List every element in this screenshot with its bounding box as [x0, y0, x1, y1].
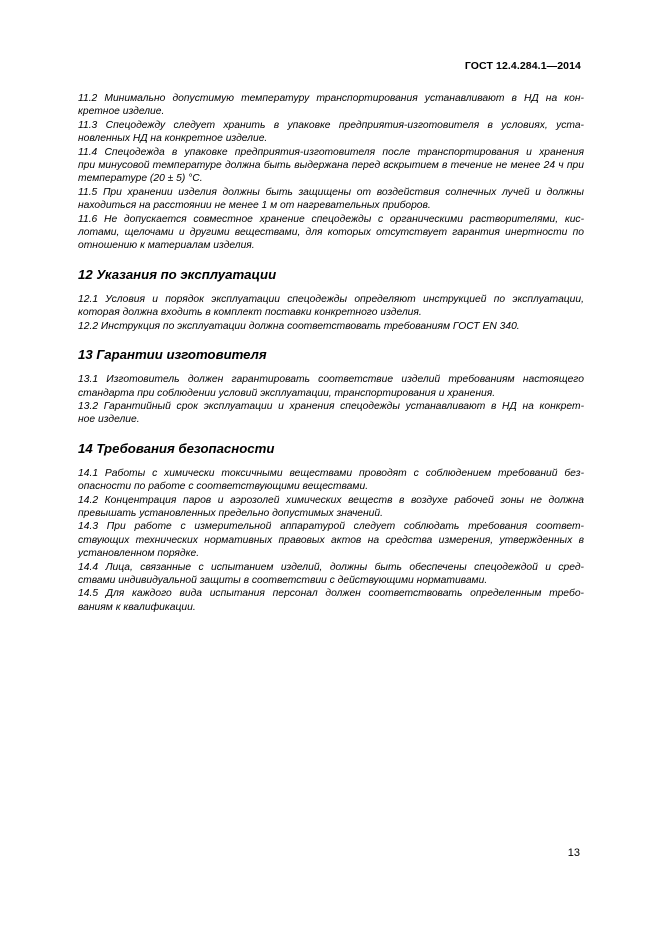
paragraph — [78, 320, 584, 333]
text-line: ствами индивидуальной защиты в соответствии с действующими нормативами. — [78, 574, 488, 586]
paragraph — [78, 494, 584, 521]
text-line: 14.2 Концентрация паров и аэрозолей химических веществ в воздухе рабочей зоны не должна — [78, 494, 584, 506]
text-line: 13.2 Гарантийный срок эксплуатации и хранения спецодежды устанавливают в НД на конкрет- — [78, 400, 584, 412]
paragraph — [78, 467, 584, 494]
text-line: отношению к материалам изделия. — [78, 240, 255, 252]
paragraph — [78, 400, 584, 427]
text-line: 11.6 Не допускается совместное хранение спецодежды с органическими растворителями, кис- — [78, 213, 584, 225]
document-header: ГОСТ 12.4.284.1—2014 — [464, 60, 581, 72]
text-line: 11.2 Минимально допустимую температуру транспортирования устанавливают в НД на кон- — [78, 93, 584, 104]
text-line: установленном порядке. — [78, 548, 200, 560]
text-line: температуре (20 ± 5) °С. — [78, 173, 203, 185]
text-line: 14.3 При работе с измерительной аппаратурой следует соблюдать требования соответ- — [78, 521, 584, 533]
paragraph — [78, 587, 584, 614]
paragraph — [78, 119, 584, 146]
text-line: 14.1 Работы с химически токсичными веществами проводят с соблюдением требований без- — [78, 467, 584, 479]
text-line: стандарта при соблюдении условий эксплуатации, транспортирования и хранения. — [78, 387, 496, 399]
paragraph — [78, 146, 584, 186]
text-line: ствующих технических нормативных правовых актов на средства измерения, утвержденных в — [78, 534, 584, 546]
text-line: ваниям к квалификации. — [78, 601, 196, 613]
text-line: 11.4 Спецодежда в упаковке предприятия-изготовителя после транспортирования и хранения — [78, 146, 584, 158]
paragraph — [78, 373, 584, 400]
text-line: 11.3 Спецодежду следует хранить в упаковке предприятия-изготовителя в условиях, уста- — [78, 119, 584, 131]
paragraph — [78, 293, 584, 320]
text-line: превышать установленных предельно допустимых значений. — [78, 507, 383, 519]
paragraph — [78, 520, 584, 560]
paragraph — [78, 186, 584, 213]
text-line: новленных НД на конкретное изделие. — [78, 133, 268, 145]
document-body — [78, 92, 584, 614]
text-line: опасности по работе с соответствующими веществами. — [78, 481, 369, 493]
paragraph — [78, 213, 584, 253]
text-line: которая должна входить в комплект поставки конкретного изделия. — [78, 307, 422, 319]
paragraph — [78, 561, 584, 588]
text-line: ное изделие. — [78, 414, 140, 426]
section-heading: 14 Требования безопасности — [78, 440, 275, 456]
page-number: 13 — [567, 847, 580, 859]
text-line: 11.5 При хранении изделия должны быть защищены от воздействия солнечных лучей и должны — [78, 186, 584, 198]
section-3 — [78, 347, 584, 427]
text-line: находиться на расстоянии не менее 1 м от нагревательных приборов. — [78, 200, 431, 212]
section-heading: 13 Гарантии изготовителя — [78, 347, 267, 363]
text-line: при минусовой температуре должна быть выдержана перед вскрытием в течение не менее 24 ч при — [78, 160, 584, 172]
text-line: 13.1 Изготовитель должен гарантировать соответствие изделий требованиям настоящего — [78, 374, 584, 386]
paragraph — [78, 92, 584, 119]
text-line: 12.1 Условия и порядок эксплуатации спецодежды определяют инструкцией по эксплуатации, — [78, 293, 584, 305]
text-line: лотами, щелочами и другими веществами, для которых отсутствует гарантия инертности по — [78, 227, 584, 239]
text-line: 14.4 Лица, связанные с испытанием изделий, должны быть обеспечены спецодеждой и сред- — [78, 561, 584, 573]
section-4 — [78, 441, 584, 614]
text-line: 12.2 Инструкция по эксплуатации должна соответствовать требованиям ГОСТ EN 340. — [78, 320, 520, 332]
text-line: 14.5 Для каждого вида испытания персонал должен соответствовать определенным требо- — [78, 588, 584, 600]
section-heading: 12 Указания по эксплуатации — [78, 266, 277, 282]
text-line: кретное изделие. — [78, 106, 165, 118]
section-1 — [78, 92, 584, 253]
section-2 — [78, 267, 584, 333]
